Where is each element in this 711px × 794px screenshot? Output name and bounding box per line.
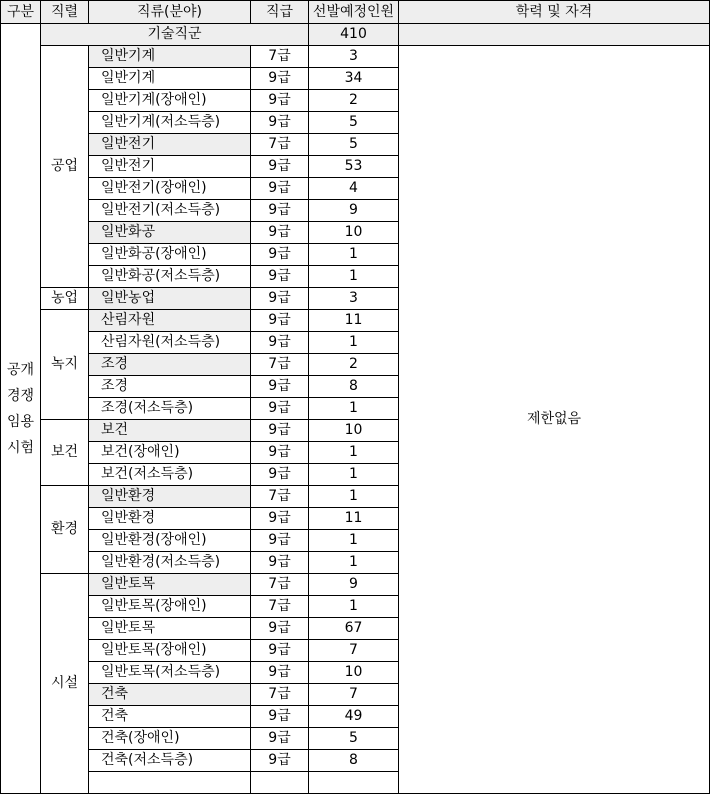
grade-cell: 9급 — [251, 178, 309, 200]
field-cell: 산림자원(저소득층) — [89, 332, 251, 354]
quota-cell: 3 — [309, 288, 399, 310]
category-qualification-empty — [399, 24, 710, 46]
quota-cell: 8 — [309, 750, 399, 772]
category-total: 410 — [309, 24, 399, 46]
grade-cell: 9급 — [251, 662, 309, 684]
grade-cell: 7급 — [251, 684, 309, 706]
header-division: 구분 — [1, 1, 41, 24]
field-cell: 일반기계 — [89, 68, 251, 90]
quota-cell: 1 — [309, 266, 399, 288]
field-cell: 보건(장애인) — [89, 442, 251, 464]
division-line: 시험 — [6, 439, 35, 456]
header-grade: 직급 — [251, 1, 309, 24]
quota-cell: 9 — [309, 574, 399, 596]
field-cell: 일반토목 — [89, 618, 251, 640]
field-cell: 일반토목(장애인) — [89, 596, 251, 618]
quota-cell: 4 — [309, 178, 399, 200]
grade-cell: 9급 — [251, 640, 309, 662]
field-cell: 일반전기 — [89, 134, 251, 156]
field-cell: 일반기계(저소득층) — [89, 112, 251, 134]
quota-cell: 53 — [309, 156, 399, 178]
quota-cell: 11 — [309, 310, 399, 332]
division-cell — [1, 24, 41, 794]
quota-cell: 5 — [309, 112, 399, 134]
quota-cell: 10 — [309, 662, 399, 684]
field-cell: 건축(저소득층) — [89, 750, 251, 772]
quota-cell: 3 — [309, 46, 399, 68]
category-label: 기술직군 — [41, 24, 309, 46]
grade-cell: 9급 — [251, 288, 309, 310]
quota-cell: 5 — [309, 134, 399, 156]
grade-cell: 9급 — [251, 332, 309, 354]
grade-cell: 7급 — [251, 596, 309, 618]
header-series: 직렬 — [41, 1, 89, 24]
grade-cell: 9급 — [251, 112, 309, 134]
field-cell: 일반전기(장애인) — [89, 178, 251, 200]
series-cell: 농업 — [41, 288, 89, 310]
field-cell — [251, 772, 309, 794]
grade-cell: 9급 — [251, 420, 309, 442]
field-cell: 건축(장애인) — [89, 728, 251, 750]
field-cell: 조경 — [89, 354, 251, 376]
field-cell: 일반화공 — [89, 222, 251, 244]
field-cell: 조경 — [89, 376, 251, 398]
grade-cell: 7급 — [251, 354, 309, 376]
grade-cell: 7급 — [251, 574, 309, 596]
quota-cell: 67 — [309, 618, 399, 640]
field-cell: 보건(저소득층) — [89, 464, 251, 486]
grade-cell — [309, 772, 399, 794]
field-cell: 일반화공(저소득층) — [89, 266, 251, 288]
field-cell: 일반전기 — [89, 156, 251, 178]
grade-cell: 9급 — [251, 618, 309, 640]
table-row — [1, 46, 710, 68]
grade-cell: 7급 — [251, 486, 309, 508]
quota-cell: 1 — [309, 442, 399, 464]
grade-cell: 9급 — [251, 222, 309, 244]
grade-cell: 9급 — [251, 310, 309, 332]
grade-cell: 9급 — [251, 200, 309, 222]
field-cell: 일반토목(저소득층) — [89, 662, 251, 684]
quota-cell: 2 — [309, 354, 399, 376]
quota-cell: 1 — [309, 552, 399, 574]
quota-cell: 1 — [309, 398, 399, 420]
quota-cell: 7 — [309, 640, 399, 662]
category-row — [1, 24, 710, 46]
quota-cell: 34 — [309, 68, 399, 90]
series-cell: 보건 — [41, 420, 89, 486]
grade-cell: 9급 — [251, 90, 309, 112]
qualification-cell: 제한없음 — [399, 46, 710, 794]
field-cell: 일반환경(장애인) — [89, 530, 251, 552]
quota-cell: 1 — [309, 596, 399, 618]
grade-cell: 9급 — [251, 750, 309, 772]
field-cell: 일반환경(저소득층) — [89, 552, 251, 574]
quota-cell: 9 — [309, 200, 399, 222]
grade-cell: 7급 — [251, 46, 309, 68]
series-cell: 녹지 — [41, 310, 89, 420]
division-line: 공개 — [6, 361, 35, 378]
series-cell — [89, 772, 251, 794]
quota-cell: 2 — [309, 90, 399, 112]
header-quota: 선발예정인원 — [309, 1, 399, 24]
quota-cell: 8 — [309, 376, 399, 398]
field-cell: 일반기계 — [89, 46, 251, 68]
field-cell: 일반전기(저소득층) — [89, 200, 251, 222]
division-line: 경쟁 — [6, 387, 35, 404]
quota-cell: 1 — [309, 244, 399, 266]
field-cell: 일반토목(장애인) — [89, 640, 251, 662]
field-cell: 보건 — [89, 420, 251, 442]
field-cell: 일반농업 — [89, 288, 251, 310]
quota-cell: 11 — [309, 508, 399, 530]
division-line: 임용 — [6, 413, 35, 430]
grade-cell: 9급 — [251, 508, 309, 530]
field-cell: 조경(저소득층) — [89, 398, 251, 420]
grade-cell: 9급 — [251, 156, 309, 178]
quota-cell: 5 — [309, 728, 399, 750]
field-cell: 건축 — [89, 684, 251, 706]
quota-cell: 7 — [309, 684, 399, 706]
field-cell: 일반기계(장애인) — [89, 90, 251, 112]
field-cell: 건축 — [89, 706, 251, 728]
quota-cell: 10 — [309, 222, 399, 244]
grade-cell: 9급 — [251, 530, 309, 552]
series-cell: 공업 — [41, 46, 89, 288]
field-cell: 일반환경 — [89, 486, 251, 508]
field-cell: 일반환경 — [89, 508, 251, 530]
grade-cell: 9급 — [251, 464, 309, 486]
series-cell: 시설 — [41, 574, 89, 794]
grade-cell: 9급 — [251, 398, 309, 420]
quota-cell: 1 — [309, 486, 399, 508]
quota-cell: 10 — [309, 420, 399, 442]
header-row — [1, 1, 710, 24]
grade-cell: 9급 — [251, 266, 309, 288]
quota-cell: 1 — [309, 464, 399, 486]
header-qualification: 학력 및 자격 — [399, 1, 710, 24]
grade-cell: 7급 — [251, 134, 309, 156]
quota-cell: 49 — [309, 706, 399, 728]
quota-cell: 1 — [309, 332, 399, 354]
field-cell: 일반토목 — [89, 574, 251, 596]
header-field: 직류(분야) — [89, 1, 251, 24]
grade-cell: 9급 — [251, 68, 309, 90]
grade-cell: 9급 — [251, 442, 309, 464]
grade-cell: 9급 — [251, 376, 309, 398]
grade-cell: 9급 — [251, 728, 309, 750]
grade-cell: 9급 — [251, 552, 309, 574]
grade-cell: 9급 — [251, 244, 309, 266]
field-cell: 일반화공(장애인) — [89, 244, 251, 266]
field-cell: 산림자원 — [89, 310, 251, 332]
series-cell: 환경 — [41, 486, 89, 574]
grade-cell: 9급 — [251, 706, 309, 728]
quota-cell: 1 — [309, 530, 399, 552]
